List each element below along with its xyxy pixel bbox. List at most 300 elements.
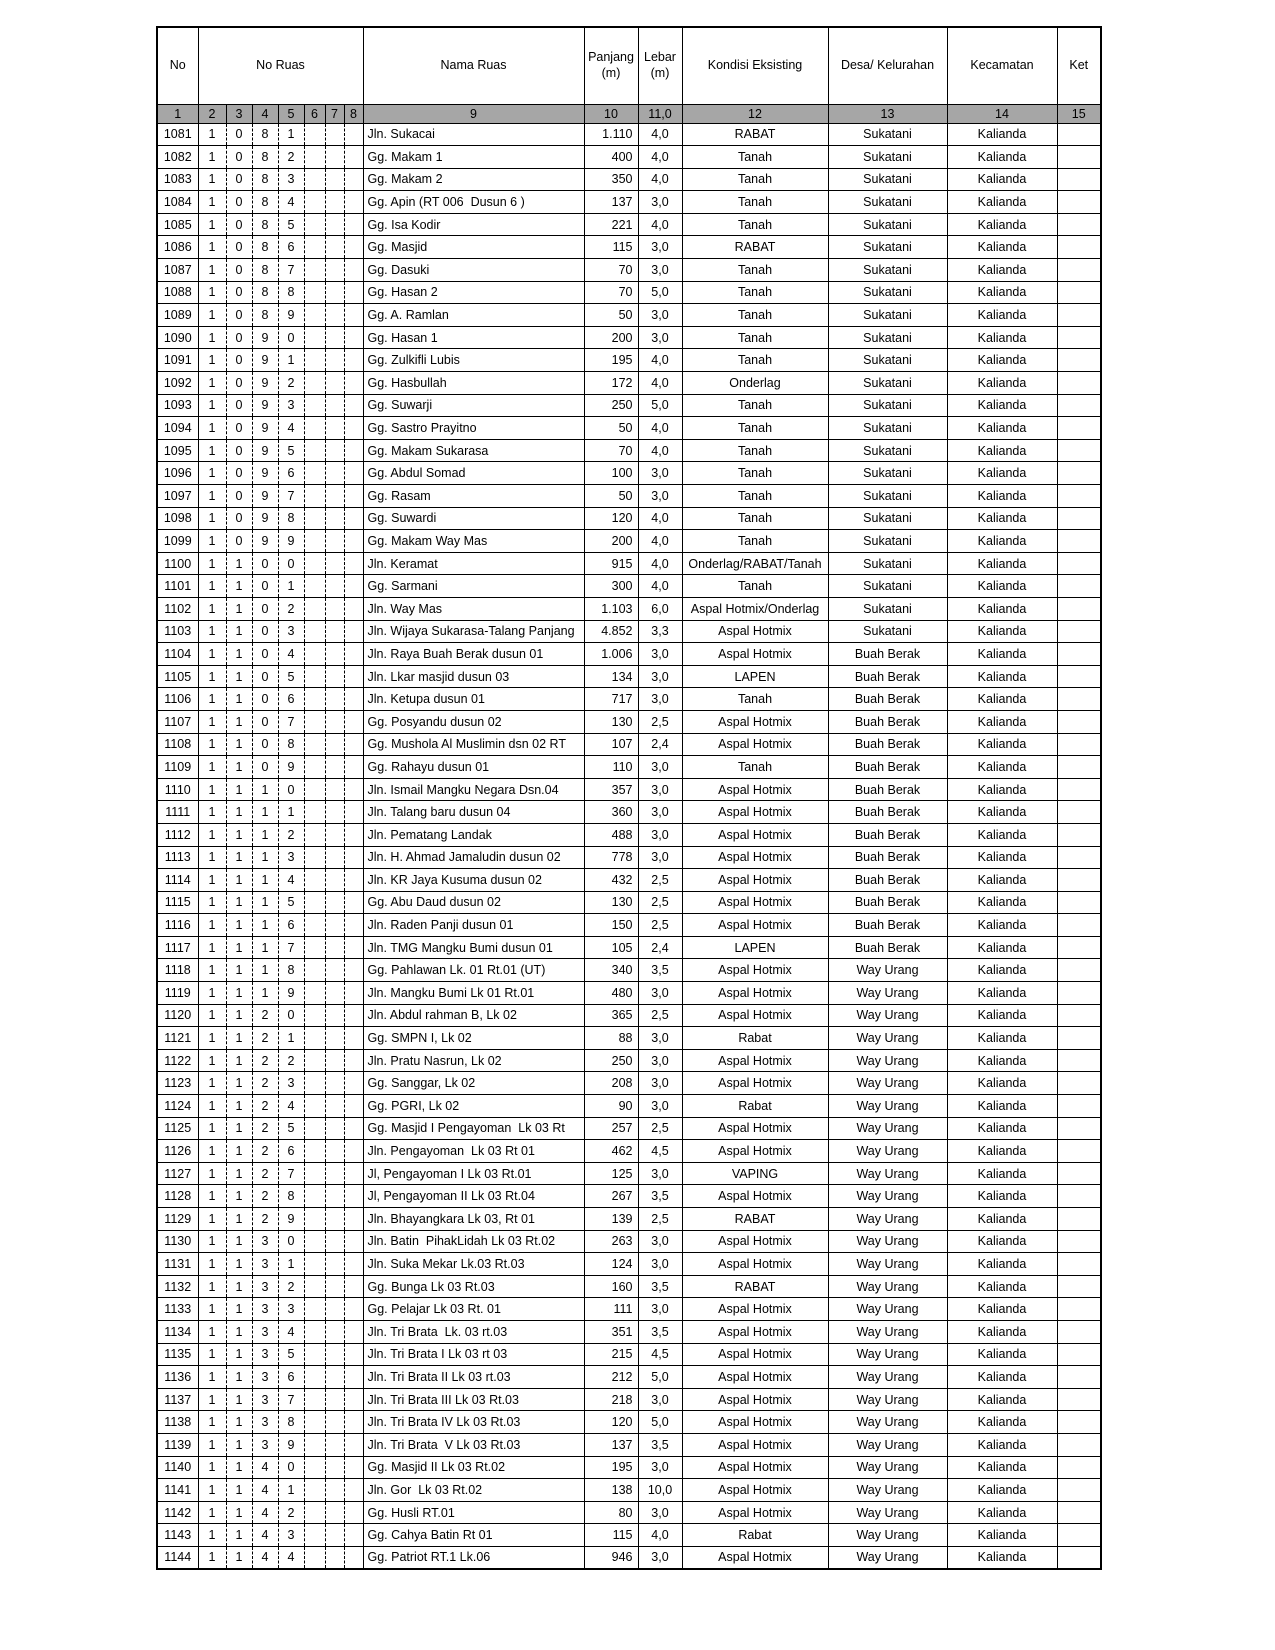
cell-ruas-digit bbox=[304, 281, 325, 304]
cell-panjang: 212 bbox=[584, 1366, 638, 1389]
cell-lebar: 3,0 bbox=[638, 665, 682, 688]
table-row bbox=[157, 1275, 1101, 1298]
table-row bbox=[157, 733, 1101, 756]
cell-kecamatan: Kalianda bbox=[947, 756, 1057, 779]
cell-ruas-digit: 1 bbox=[198, 710, 226, 733]
cell-ruas-digit: 0 bbox=[226, 213, 252, 236]
cell-panjang: 215 bbox=[584, 1343, 638, 1366]
cell-kondisi: Aspal Hotmix bbox=[682, 1343, 828, 1366]
cell-no: 1123 bbox=[157, 1072, 198, 1095]
cell-ruas-digit: 8 bbox=[252, 213, 278, 236]
cell-ket bbox=[1057, 1230, 1101, 1253]
cell-lebar: 2,5 bbox=[638, 869, 682, 892]
cell-ruas-digit: 1 bbox=[198, 1388, 226, 1411]
table-row bbox=[157, 530, 1101, 553]
cell-ruas-digit: 9 bbox=[278, 1433, 304, 1456]
cell-lebar: 2,4 bbox=[638, 733, 682, 756]
cell-panjang: 110 bbox=[584, 756, 638, 779]
table-row bbox=[157, 417, 1101, 440]
cell-no: 1128 bbox=[157, 1185, 198, 1208]
cell-kondisi: Tanah bbox=[682, 281, 828, 304]
cell-nama-ruas: Gg. Bunga Lk 03 Rt.03 bbox=[363, 1275, 584, 1298]
cell-ruas-digit: 1 bbox=[226, 620, 252, 643]
cell-kondisi: Aspal Hotmix bbox=[682, 1501, 828, 1524]
column-index-cell: 2 bbox=[198, 104, 226, 123]
cell-panjang: 120 bbox=[584, 507, 638, 530]
cell-ruas-digit bbox=[344, 1095, 363, 1118]
cell-no: 1086 bbox=[157, 236, 198, 259]
cell-ruas-digit: 6 bbox=[278, 688, 304, 711]
cell-ruas-digit bbox=[325, 191, 344, 214]
col-header-desa: Desa/ Kelurahan bbox=[828, 27, 947, 104]
cell-ruas-digit bbox=[304, 959, 325, 982]
cell-ruas-digit: 3 bbox=[252, 1343, 278, 1366]
cell-desa: Sukatani bbox=[828, 191, 947, 214]
cell-no: 1120 bbox=[157, 1004, 198, 1027]
cell-desa: Buah Berak bbox=[828, 914, 947, 937]
cell-ruas-digit bbox=[325, 1501, 344, 1524]
col-header-ket: Ket bbox=[1057, 27, 1101, 104]
cell-no: 1135 bbox=[157, 1343, 198, 1366]
table-row bbox=[157, 1140, 1101, 1163]
cell-kondisi: Aspal Hotmix bbox=[682, 778, 828, 801]
cell-ruas-digit: 4 bbox=[278, 869, 304, 892]
cell-panjang: 137 bbox=[584, 191, 638, 214]
cell-panjang: 139 bbox=[584, 1208, 638, 1231]
cell-ket bbox=[1057, 1546, 1101, 1569]
cell-lebar: 3,0 bbox=[638, 801, 682, 824]
cell-nama-ruas: Jln. Batin PihakLidah Lk 03 Rt.02 bbox=[363, 1230, 584, 1253]
cell-ket bbox=[1057, 485, 1101, 508]
cell-ruas-digit: 1 bbox=[252, 778, 278, 801]
cell-ruas-digit bbox=[344, 1004, 363, 1027]
cell-ruas-digit: 1 bbox=[198, 1072, 226, 1095]
table-row bbox=[157, 891, 1101, 914]
cell-no: 1096 bbox=[157, 462, 198, 485]
cell-kecamatan: Kalianda bbox=[947, 1253, 1057, 1276]
cell-ruas-digit bbox=[344, 1411, 363, 1434]
cell-desa: Way Urang bbox=[828, 1275, 947, 1298]
cell-ruas-digit bbox=[304, 507, 325, 530]
cell-no: 1122 bbox=[157, 1049, 198, 1072]
cell-ruas-digit: 9 bbox=[252, 485, 278, 508]
table-row bbox=[157, 823, 1101, 846]
cell-ruas-digit bbox=[325, 326, 344, 349]
table-row bbox=[157, 1388, 1101, 1411]
cell-panjang: 480 bbox=[584, 982, 638, 1005]
cell-ruas-digit bbox=[304, 643, 325, 666]
cell-ruas-digit: 3 bbox=[252, 1253, 278, 1276]
cell-kecamatan: Kalianda bbox=[947, 123, 1057, 146]
table-row bbox=[157, 259, 1101, 282]
cell-ruas-digit bbox=[304, 1072, 325, 1095]
cell-desa: Sukatani bbox=[828, 123, 947, 146]
cell-ruas-digit bbox=[325, 643, 344, 666]
cell-ruas-digit bbox=[325, 620, 344, 643]
cell-ruas-digit: 8 bbox=[252, 168, 278, 191]
cell-ruas-digit: 1 bbox=[226, 1320, 252, 1343]
cell-nama-ruas: Jln. KR Jaya Kusuma dusun 02 bbox=[363, 869, 584, 892]
cell-ruas-digit: 2 bbox=[252, 1140, 278, 1163]
cell-ruas-digit: 1 bbox=[198, 1004, 226, 1027]
cell-ruas-digit: 9 bbox=[252, 394, 278, 417]
cell-ruas-digit: 0 bbox=[226, 439, 252, 462]
cell-no: 1144 bbox=[157, 1546, 198, 1569]
cell-no: 1118 bbox=[157, 959, 198, 982]
cell-ruas-digit: 1 bbox=[198, 1049, 226, 1072]
cell-ruas-digit: 7 bbox=[278, 710, 304, 733]
cell-ruas-digit: 2 bbox=[278, 823, 304, 846]
cell-ruas-digit bbox=[304, 597, 325, 620]
cell-no: 1085 bbox=[157, 213, 198, 236]
cell-ruas-digit bbox=[344, 372, 363, 395]
column-index-cell: 4 bbox=[252, 104, 278, 123]
cell-ruas-digit: 2 bbox=[278, 372, 304, 395]
cell-kondisi: Rabat bbox=[682, 1524, 828, 1547]
cell-kecamatan: Kalianda bbox=[947, 281, 1057, 304]
column-index-cell: 9 bbox=[363, 104, 584, 123]
column-index-cell: 1 bbox=[157, 104, 198, 123]
table-row bbox=[157, 710, 1101, 733]
cell-lebar: 3,0 bbox=[638, 236, 682, 259]
cell-ruas-digit bbox=[344, 259, 363, 282]
cell-panjang: 150 bbox=[584, 914, 638, 937]
cell-kecamatan: Kalianda bbox=[947, 326, 1057, 349]
cell-ruas-digit: 9 bbox=[252, 507, 278, 530]
cell-kondisi: Aspal Hotmix bbox=[682, 1366, 828, 1389]
cell-desa: Buah Berak bbox=[828, 869, 947, 892]
column-index-row bbox=[157, 104, 1101, 123]
cell-desa: Way Urang bbox=[828, 1546, 947, 1569]
cell-panjang: 221 bbox=[584, 213, 638, 236]
cell-no: 1131 bbox=[157, 1253, 198, 1276]
cell-desa: Sukatani bbox=[828, 417, 947, 440]
cell-panjang: 200 bbox=[584, 530, 638, 553]
cell-ruas-digit: 1 bbox=[226, 665, 252, 688]
cell-kondisi: Tanah bbox=[682, 304, 828, 327]
cell-desa: Sukatani bbox=[828, 394, 947, 417]
cell-ruas-digit bbox=[344, 530, 363, 553]
cell-ruas-digit: 0 bbox=[226, 394, 252, 417]
cell-ket bbox=[1057, 1411, 1101, 1434]
cell-ket bbox=[1057, 146, 1101, 169]
cell-ket bbox=[1057, 1388, 1101, 1411]
cell-ruas-digit: 0 bbox=[252, 552, 278, 575]
cell-ruas-digit: 1 bbox=[226, 1546, 252, 1569]
cell-ruas-digit bbox=[325, 281, 344, 304]
cell-ruas-digit: 1 bbox=[198, 259, 226, 282]
cell-ruas-digit: 1 bbox=[198, 823, 226, 846]
cell-nama-ruas: Gg. Cahya Batin Rt 01 bbox=[363, 1524, 584, 1547]
cell-desa: Sukatani bbox=[828, 552, 947, 575]
cell-ruas-digit bbox=[325, 710, 344, 733]
cell-nama-ruas: Gg. Husli RT.01 bbox=[363, 1501, 584, 1524]
cell-desa: Sukatani bbox=[828, 597, 947, 620]
cell-ruas-digit: 2 bbox=[252, 1027, 278, 1050]
cell-no: 1105 bbox=[157, 665, 198, 688]
cell-ruas-digit: 1 bbox=[226, 1004, 252, 1027]
cell-panjang: 134 bbox=[584, 665, 638, 688]
cell-panjang: 357 bbox=[584, 778, 638, 801]
cell-desa: Buah Berak bbox=[828, 846, 947, 869]
cell-nama-ruas: Jln. Pratu Nasrun, Lk 02 bbox=[363, 1049, 584, 1072]
cell-kecamatan: Kalianda bbox=[947, 1117, 1057, 1140]
cell-nama-ruas: Gg. Isa Kodir bbox=[363, 213, 584, 236]
cell-ket bbox=[1057, 1208, 1101, 1231]
table-row bbox=[157, 575, 1101, 598]
cell-ruas-digit: 0 bbox=[278, 552, 304, 575]
cell-ket bbox=[1057, 372, 1101, 395]
cell-ruas-digit bbox=[304, 1027, 325, 1050]
table-row bbox=[157, 1456, 1101, 1479]
cell-ruas-digit bbox=[325, 1411, 344, 1434]
cell-nama-ruas: Gg. Suwardi bbox=[363, 507, 584, 530]
cell-kecamatan: Kalianda bbox=[947, 936, 1057, 959]
cell-nama-ruas: Gg. Sarmani bbox=[363, 575, 584, 598]
cell-no: 1121 bbox=[157, 1027, 198, 1050]
cell-ruas-digit bbox=[344, 1049, 363, 1072]
cell-lebar: 4,0 bbox=[638, 168, 682, 191]
cell-kondisi: Aspal Hotmix bbox=[682, 1546, 828, 1569]
column-index-cell: 12 bbox=[682, 104, 828, 123]
cell-ruas-digit: 9 bbox=[252, 462, 278, 485]
cell-ruas-digit: 3 bbox=[252, 1298, 278, 1321]
cell-ruas-digit: 4 bbox=[278, 1546, 304, 1569]
cell-panjang: 80 bbox=[584, 1501, 638, 1524]
cell-desa: Buah Berak bbox=[828, 643, 947, 666]
cell-ruas-digit: 1 bbox=[198, 1343, 226, 1366]
cell-ruas-digit: 1 bbox=[226, 1298, 252, 1321]
cell-kecamatan: Kalianda bbox=[947, 1479, 1057, 1502]
cell-kondisi: Aspal Hotmix bbox=[682, 1185, 828, 1208]
cell-nama-ruas: Jln. Way Mas bbox=[363, 597, 584, 620]
cell-kecamatan: Kalianda bbox=[947, 891, 1057, 914]
cell-desa: Sukatani bbox=[828, 259, 947, 282]
col-header-kecamatan: Kecamatan bbox=[947, 27, 1057, 104]
cell-ruas-digit: 8 bbox=[278, 1411, 304, 1434]
cell-ruas-digit: 4 bbox=[252, 1479, 278, 1502]
cell-nama-ruas: Gg. Posyandu dusun 02 bbox=[363, 710, 584, 733]
cell-lebar: 2,5 bbox=[638, 891, 682, 914]
cell-ket bbox=[1057, 1185, 1101, 1208]
cell-lebar: 3,0 bbox=[638, 778, 682, 801]
cell-ruas-digit bbox=[325, 575, 344, 598]
table-row bbox=[157, 1162, 1101, 1185]
cell-ruas-digit bbox=[344, 1456, 363, 1479]
cell-ruas-digit bbox=[344, 597, 363, 620]
cell-ruas-digit bbox=[344, 191, 363, 214]
cell-no: 1143 bbox=[157, 1524, 198, 1547]
cell-panjang: 50 bbox=[584, 304, 638, 327]
cell-ket bbox=[1057, 597, 1101, 620]
cell-kecamatan: Kalianda bbox=[947, 575, 1057, 598]
table-row bbox=[157, 168, 1101, 191]
cell-ruas-digit: 9 bbox=[252, 530, 278, 553]
cell-ruas-digit: 1 bbox=[198, 597, 226, 620]
cell-no: 1136 bbox=[157, 1366, 198, 1389]
cell-kecamatan: Kalianda bbox=[947, 665, 1057, 688]
cell-ruas-digit: 1 bbox=[198, 959, 226, 982]
cell-ruas-digit bbox=[344, 869, 363, 892]
cell-ruas-digit: 4 bbox=[278, 417, 304, 440]
cell-kondisi: Aspal Hotmix bbox=[682, 1433, 828, 1456]
table-row bbox=[157, 507, 1101, 530]
cell-ket bbox=[1057, 756, 1101, 779]
cell-ket bbox=[1057, 1366, 1101, 1389]
cell-ket bbox=[1057, 168, 1101, 191]
cell-panjang: 946 bbox=[584, 1546, 638, 1569]
cell-lebar: 3,0 bbox=[638, 485, 682, 508]
cell-ruas-digit: 0 bbox=[278, 1004, 304, 1027]
cell-kecamatan: Kalianda bbox=[947, 1411, 1057, 1434]
cell-ruas-digit: 1 bbox=[198, 1433, 226, 1456]
cell-ruas-digit: 1 bbox=[252, 891, 278, 914]
cell-panjang: 200 bbox=[584, 326, 638, 349]
table-row bbox=[157, 846, 1101, 869]
cell-ruas-digit: 7 bbox=[278, 1162, 304, 1185]
cell-kecamatan: Kalianda bbox=[947, 643, 1057, 666]
cell-ruas-digit: 1 bbox=[198, 982, 226, 1005]
cell-ket bbox=[1057, 417, 1101, 440]
cell-ket bbox=[1057, 439, 1101, 462]
cell-ruas-digit: 0 bbox=[226, 304, 252, 327]
cell-ruas-digit: 1 bbox=[252, 936, 278, 959]
cell-ruas-digit bbox=[344, 846, 363, 869]
cell-ruas-digit: 6 bbox=[278, 914, 304, 937]
cell-no: 1116 bbox=[157, 914, 198, 937]
cell-desa: Way Urang bbox=[828, 1185, 947, 1208]
table-row bbox=[157, 1004, 1101, 1027]
cell-ruas-digit bbox=[304, 891, 325, 914]
cell-nama-ruas: Jln. Pengayoman Lk 03 Rt 01 bbox=[363, 1140, 584, 1163]
cell-ruas-digit bbox=[344, 1140, 363, 1163]
cell-ruas-digit bbox=[325, 439, 344, 462]
cell-kecamatan: Kalianda bbox=[947, 710, 1057, 733]
cell-lebar: 3,0 bbox=[638, 1230, 682, 1253]
cell-panjang: 250 bbox=[584, 394, 638, 417]
cell-ruas-digit bbox=[304, 1049, 325, 1072]
cell-nama-ruas: Jln. Raden Panji dusun 01 bbox=[363, 914, 584, 937]
cell-ruas-digit: 0 bbox=[252, 665, 278, 688]
cell-kecamatan: Kalianda bbox=[947, 236, 1057, 259]
cell-ruas-digit bbox=[344, 236, 363, 259]
cell-kecamatan: Kalianda bbox=[947, 1524, 1057, 1547]
col-header-no-ruas: No Ruas bbox=[198, 27, 363, 104]
cell-ruas-digit: 1 bbox=[198, 213, 226, 236]
cell-lebar: 4,0 bbox=[638, 552, 682, 575]
cell-ket bbox=[1057, 801, 1101, 824]
cell-panjang: 125 bbox=[584, 1162, 638, 1185]
cell-ruas-digit: 1 bbox=[226, 869, 252, 892]
cell-desa: Sukatani bbox=[828, 507, 947, 530]
cell-no: 1091 bbox=[157, 349, 198, 372]
cell-ruas-digit bbox=[304, 1343, 325, 1366]
cell-desa: Sukatani bbox=[828, 462, 947, 485]
cell-kecamatan: Kalianda bbox=[947, 168, 1057, 191]
cell-ruas-digit: 3 bbox=[278, 846, 304, 869]
cell-ruas-digit: 1 bbox=[198, 1253, 226, 1276]
cell-ruas-digit: 0 bbox=[252, 597, 278, 620]
cell-lebar: 3,0 bbox=[638, 326, 682, 349]
cell-panjang: 111 bbox=[584, 1298, 638, 1321]
cell-ruas-digit: 1 bbox=[198, 733, 226, 756]
cell-ruas-digit: 7 bbox=[278, 259, 304, 282]
cell-lebar: 5,0 bbox=[638, 281, 682, 304]
cell-desa: Way Urang bbox=[828, 1456, 947, 1479]
cell-nama-ruas: Jln. Tri Brata II Lk 03 rt.03 bbox=[363, 1366, 584, 1389]
cell-kondisi: Aspal Hotmix/Onderlag bbox=[682, 597, 828, 620]
cell-panjang: 160 bbox=[584, 1275, 638, 1298]
cell-ruas-digit bbox=[304, 1004, 325, 1027]
cell-panjang: 70 bbox=[584, 259, 638, 282]
cell-nama-ruas: Gg. Makam Way Mas bbox=[363, 530, 584, 553]
cell-kondisi: Aspal Hotmix bbox=[682, 914, 828, 937]
cell-ruas-digit: 0 bbox=[252, 710, 278, 733]
cell-no: 1102 bbox=[157, 597, 198, 620]
cell-no: 1125 bbox=[157, 1117, 198, 1140]
cell-ruas-digit: 4 bbox=[252, 1456, 278, 1479]
cell-ruas-digit bbox=[325, 846, 344, 869]
table-row bbox=[157, 1117, 1101, 1140]
cell-ruas-digit: 1 bbox=[198, 1162, 226, 1185]
cell-lebar: 2,5 bbox=[638, 710, 682, 733]
column-index-cell: 5 bbox=[278, 104, 304, 123]
cell-desa: Sukatani bbox=[828, 485, 947, 508]
cell-ruas-digit: 1 bbox=[226, 597, 252, 620]
cell-ruas-digit: 1 bbox=[278, 1253, 304, 1276]
cell-kecamatan: Kalianda bbox=[947, 349, 1057, 372]
table-row bbox=[157, 801, 1101, 824]
cell-panjang: 432 bbox=[584, 869, 638, 892]
cell-no: 1119 bbox=[157, 982, 198, 1005]
cell-desa: Way Urang bbox=[828, 1298, 947, 1321]
cell-desa: Buah Berak bbox=[828, 936, 947, 959]
cell-lebar: 3,0 bbox=[638, 191, 682, 214]
column-index-cell: 6 bbox=[304, 104, 325, 123]
table-row bbox=[157, 462, 1101, 485]
cell-ket bbox=[1057, 643, 1101, 666]
cell-ruas-digit bbox=[325, 462, 344, 485]
cell-nama-ruas: Jln. H. Ahmad Jamaludin dusun 02 bbox=[363, 846, 584, 869]
cell-kondisi: Tanah bbox=[682, 146, 828, 169]
cell-ruas-digit bbox=[325, 146, 344, 169]
cell-ruas-digit: 0 bbox=[226, 146, 252, 169]
table-row bbox=[157, 372, 1101, 395]
cell-lebar: 4,0 bbox=[638, 123, 682, 146]
col-header-no: No bbox=[157, 27, 198, 104]
cell-no: 1095 bbox=[157, 439, 198, 462]
cell-desa: Way Urang bbox=[828, 1049, 947, 1072]
cell-no: 1083 bbox=[157, 168, 198, 191]
cell-desa: Way Urang bbox=[828, 1072, 947, 1095]
cell-ruas-digit: 2 bbox=[278, 1049, 304, 1072]
cell-ruas-digit bbox=[344, 146, 363, 169]
cell-no: 1142 bbox=[157, 1501, 198, 1524]
cell-ruas-digit bbox=[304, 1433, 325, 1456]
cell-ruas-digit bbox=[344, 1388, 363, 1411]
cell-kondisi: Aspal Hotmix bbox=[682, 1004, 828, 1027]
cell-ruas-digit bbox=[304, 394, 325, 417]
cell-nama-ruas: Gg. Masjid bbox=[363, 236, 584, 259]
cell-ruas-digit: 1 bbox=[252, 914, 278, 937]
cell-ruas-digit bbox=[304, 304, 325, 327]
cell-nama-ruas: Gg. Makam Sukarasa bbox=[363, 439, 584, 462]
cell-lebar: 2,5 bbox=[638, 1004, 682, 1027]
cell-kecamatan: Kalianda bbox=[947, 1230, 1057, 1253]
cell-kondisi: RABAT bbox=[682, 236, 828, 259]
cell-kondisi: Tanah bbox=[682, 530, 828, 553]
cell-kecamatan: Kalianda bbox=[947, 304, 1057, 327]
